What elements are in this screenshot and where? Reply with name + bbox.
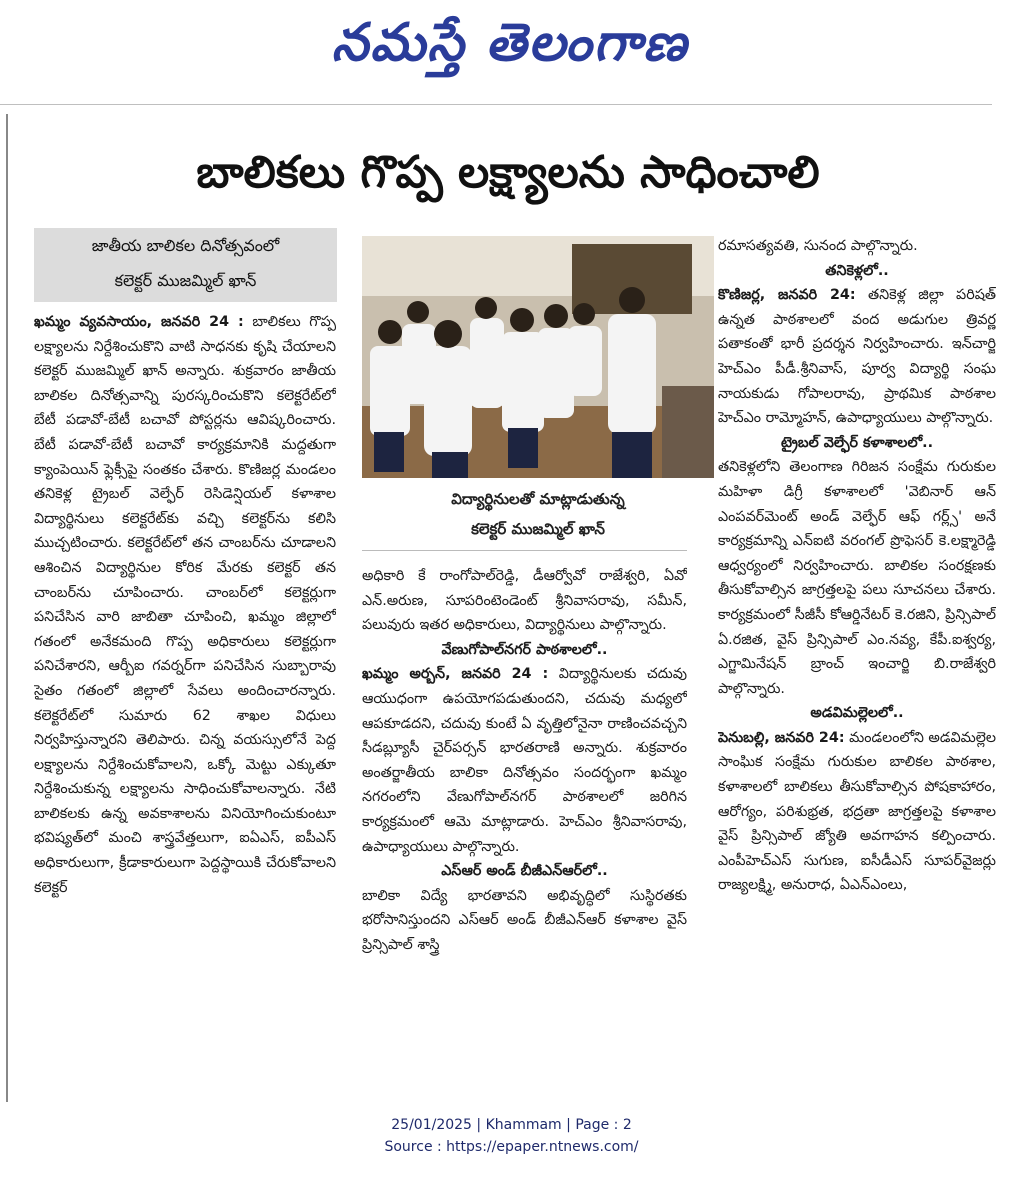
article-headline: బాలికలు గొప్ప లక్ష్యాలను సాధించాలి [196, 147, 820, 198]
photo-caption-line-2: కలెక్టర్ ముజమ్మిల్ ఖాన్ [471, 520, 605, 538]
section-subhead: ట్రైబల్ వెల్ఫేర్ కళాశాలలో.. [780, 434, 934, 451]
students-with-collector-photo [362, 236, 714, 478]
newspaper-logo: నమస్తే తెలంగాణ [331, 13, 689, 73]
article-column-3 [718, 234, 996, 1100]
masthead [0, 0, 1023, 100]
source-link[interactable]: Source : https://epaper.ntnews.com/ [384, 1139, 639, 1155]
dateline: ఖమ్మం అర్బన్, జనవరి 24 : [362, 666, 549, 683]
photo-caption-line-1: విద్యార్థినులతో మాట్లాడుతున్న [451, 490, 625, 508]
section-subhead: అడవిమల్లెలలో.. [810, 705, 904, 722]
column-1-paragraph [34, 310, 336, 900]
dateline: పెనుబల్లి, జనవరి 24: [718, 729, 845, 746]
column-2-paragraph-2 [362, 662, 687, 859]
page-footer [0, 1114, 1023, 1158]
column-2-paragraph-1: అధికారి కే రాంగోపాల్‌రెడ్డి, డీఆర్వోవో రాజేశ్వరి, ఏవో ఎన్.అరుణ, సూపరింటెండెంట్ శ్రీనివాసరావు, సమీన్, పలువురు ఇతర అధికారులు, విద్యార్థినులు పాల్గొన్నారు. [362, 568, 687, 634]
column-3-paragraph-1: రమాసత్యవతి, సునంద పాల్గొన్నారు. [718, 238, 918, 254]
section-subhead: ఎస్‌ఆర్ అండ్ బీజీఎన్‌ఆర్‌లో.. [441, 863, 608, 880]
edition-info: 25/01/2025 | Khammam | Page : 2 [391, 1117, 632, 1133]
photo-caption [362, 484, 714, 544]
subheadline-line-2: కలెక్టర్ ముజమ్మిల్ ఖాన్ [114, 271, 257, 290]
dateline: ఖమ్మం వ్యవసాయం, జనవరి 24 : [34, 314, 244, 330]
column-3-paragraph-3: తనికెళ్లలోని తెలంగాణ గిరిజన సంక్షేమ గురుకుల మహిళా డిగ్రీ కళాశాలలో 'వెబినార్ ఆన్ ఎంపవర్‌మెంట్ అండ్ వెల్ఫేర్ ఆఫ్ గర్ల్స్' అనే కార్యక్రమాన్ని ఎన్ఐటి వరంగల్ ప్రొఫెసర్ కె.లక్ష్మారెడ్డి ఆధ్వర్యంలో నిర్వహించారు. బాలికల సంరక్షణకు తీసుకోవాల్సిన జాగ్రత్తలపై పలు సూచనలు చేశారు. కార్యక్రమంలో సీజీసీ కోఆర్డినేటర్ కె.రజిని, ప్రిన్సిపాల్ ఏ.రజిత, వైస్ ప్రిన్సిపాల్ ఎం.నవ్య, కేపీ.ఐశ్వర్య, ఎగ్జామినేషన్ బ్రాంచ్ ఇంచార్జి బి.రాజేశ్వరి పాల్గొన్నారు. [718, 459, 996, 697]
masthead-divider [0, 104, 992, 105]
caption-divider [362, 550, 687, 551]
body-text: మండలంలోని అడవిమల్లెల సాంఘిక సంక్షేమ గురుకుల బాలికల పాఠశాల, కళాశాలలో బాలికలు తీసుకోవాల్సిన పోషకాహారం, ఆరోగ్యం, పరిశుభ్రత, భద్రతా జాగ్రత్తలపై కళాశాల వైస్ ప్రిన్సిపాల్ జ్యోతి అవగాహన కల్పించారు. ఎంపీహెచ్‌ఎస్ సుగుణ, ఐసీడీఎస్ సూపర్‌వైజర్లు రాజ్యలక్ష్మి, అనురాధ, ఏఎన్‌ఎంలు, [718, 729, 996, 894]
column-3-paragraph-2 [718, 283, 996, 431]
article-column-1 [34, 310, 336, 1100]
body-text: విద్యార్థినులకు చదువు ఆయుధంగా ఉపయోగపడుతుందని, చదువు మధ్యలో ఆపకూడదని, చదువు కుంటే ఏ వృత్తిలోనైనా రాణించవచ్చని సీడబ్ల్యూసీ చైర్‌పర్సన్ భారతరాణి అన్నారు. శుక్రవారం అంతర్జాతీయ బాలికా దినోత్సవం సందర్భంగా ఖమ్మం నగరంలోని వేణుగోపాల్‌నగర్ పాఠశాలలో జరిగిన కార్యక్రమంలో ఆమె మాట్లాడారు. హెచ్‌ఎం శ్రీనివాసరావు, ఉపాధ్యాయులు పాల్గొన్నారు. [362, 666, 687, 855]
subheadline-line-1: జాతీయ బాలికల దినోత్సవంలో [91, 236, 280, 255]
dateline: కొణిజర్ల, జనవరి 24: [718, 287, 856, 304]
left-margin-rule [6, 114, 8, 1102]
body-text: తనికెళ్ల జిల్లా పరిషత్ ఉన్నత పాఠశాలలో వంద అడుగుల త్రివర్ణ పతాకంతో భారీ ప్రదర్శన నిర్వహించారు. ఇన్‌చార్జి హెచ్‌ఎం పీడీ.శ్రీనివాస్, పూర్వ విద్యార్థి సంఘ నాయకుడు గోపాలరావు, ప్రాథమిక పాఠశాల హెచ్‌ఎం రామ్మోహన్, ఉపాధ్యాయులు పాల్గొన్నారు. [718, 287, 996, 427]
section-subhead: వేణుగోపాల్‌నగర్ పాఠశాలలో.. [441, 641, 608, 658]
article-photo [362, 236, 714, 478]
column-2-paragraph-3: బాలికా విద్యే భారతావని అభివృద్ధిలో సుస్థిరతకు భరోసానిస్తుందని ఎస్‌ఆర్ అండ్ బీజీఎన్‌ఆర్ కళాశాల వైస్ ప్రిన్సిపాల్ శాస్త్రి [362, 887, 687, 953]
body-text: బాలికలు గొప్ప లక్ష్యాలను నిర్దేశించుకొని వాటి సాధనకు కృషి చేయాలని కలెక్టర్ ముజమ్మిల్ ఖాన్ అన్నారు. శుక్రవారం జాతీయ బాలికల దినోత్సవాన్ని పురస్కరించుకొని కలెక్టరేట్‌లో బేటీ పడావో-బేటీ బచావో పోస్టర్లను ఆవిష్కరించారు. బేటీ పడావో-బేటీ బచావో కార్యక్రమానికి మద్దతుగా క్యాంపెయిన్ ఫ్లెక్సీపై సంతకం చేశారు. కొణిజర్ల మండలం తనికెళ్ల ట్రైబల్ వెల్ఫేర్ రెసిడెన్షియల్ కళాశాల విద్యార్థినులు కలెక్టరేట్‌కు వచ్చి కలెక్టర్‌ను కలిసి ముచ్చటించారు. కలెక్టరేట్‌లో తన చాంబర్‌ను చూడాలని ఆశించిన విద్యార్థినుల కోరిక మేరకు కలెక్టర్ తన చాంబర్‌ను చూపించారు. చాంబర్‌లో కలెక్టర్లుగా పనిచేసిన వారి జాబితా చూపించి, ఖమ్మం జిల్లాలో గతంలో అనేకమంది గొప్ప అధికారులు కలెక్టర్లుగా పనిచేశారని, ఆర్బీఐ గవర్నర్‌గా పనిచేసిన సుబ్బారావు సైతం గతంలో జిల్లాలో సేవలు అందించారన్నారు. కలెక్టరేట్‌లో సుమారు 62 శాఖల విధులు నిర్వహిస్తున్నారని తెలిపారు. చిన్న వయస్సులోనే పెద్ద లక్ష్యాలను నిర్దేశించుకోవాలని, ఒక్కో మెట్టు ఎక్కుతూ నిర్దేశించుకున్న లక్ష్యాలను సాధించుకోవాలన్నారు. నేటి బాలికలకు ఉన్న అవకాశాలను వినియోగించుకుంటూ భవిష్యత్‌లో మంచి శాస్త్రవేత్తలుగా, ఐఏఎస్, ఐపీఎస్ అధికారులుగా, క్రీడాకారులుగా పెద్దస్థాయికి చేరుకోవాలని కలెక్టర్ [34, 314, 336, 896]
subheadline-box [34, 228, 337, 302]
section-subhead: తనికెళ్లలో.. [825, 262, 889, 279]
column-3-paragraph-4 [718, 726, 996, 898]
article-column-2 [362, 564, 687, 1100]
